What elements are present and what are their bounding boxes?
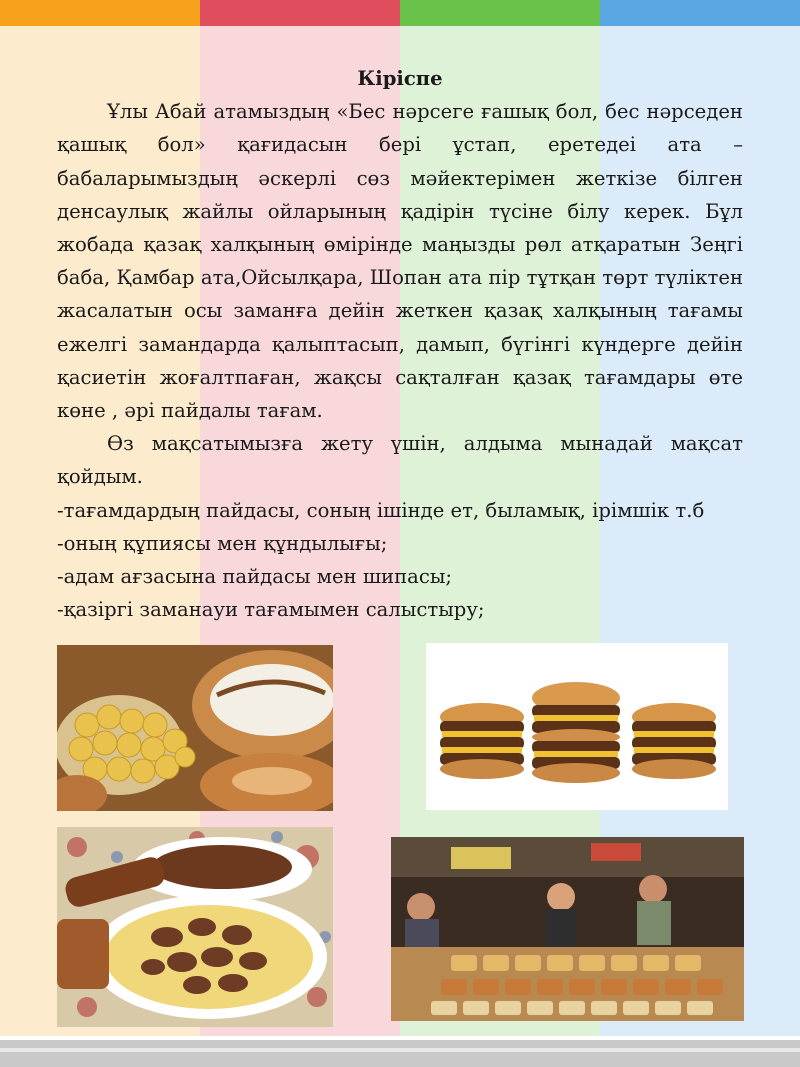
top-color-strip — [0, 0, 800, 26]
photo-burgers — [426, 643, 728, 810]
strip-green — [400, 0, 600, 26]
list-item: -қазіргі заманауи тағамымен салыстыру; — [57, 598, 485, 622]
strip-blue — [600, 0, 800, 26]
photo-traditional-food — [57, 645, 333, 811]
bottom-strip-line — [0, 1048, 800, 1052]
photo-beshbarmak — [57, 827, 333, 1027]
list-item: -тағамдардың пайдасы, соның ішінде ет, быламық, ірімшік т.б — [57, 498, 705, 522]
list-item: -адам ағзасына пайдасы мен шипасы; — [57, 565, 453, 589]
strip-orange — [0, 0, 200, 26]
bottom-strip — [0, 1040, 800, 1067]
goal-paragraph: Өз мақсатымызға жету үшін, алдыма мынадай мақсат қойдым. — [57, 432, 743, 489]
page-title: Кіріспе — [357, 67, 443, 90]
intro-paragraph: Ұлы Абай атамыздың «Бес нәрсеге ғашық бол, бес нәрседен қашық бол» қағидасын бері ұстап, еретедеі ата – бабаларымыздың әскерлі сөз мәйектерімен жеткізе білген денсаулық жайлы ойларының қадірін түсіне білу керек. Бұл жобада қазақ халқының өмірінде маңызды рөл атқаратын Зеңгі баба, Қамбар ата,Ойсылқара, Шопан ата пір тұтқан төрт түліктен жасалатын осы заманға дейін жеткен қазақ халқының тағамы ежелгі замандарда қалыптасып, дамып, бүгінгі күндерге дейін қасиетін жоғалтпаған, жақсы сақталған қазақ тағамдары өте көне , әрі пайдалы тағам. — [57, 100, 743, 423]
document-body — [57, 62, 743, 626]
strip-red — [200, 0, 400, 26]
photo-food-market — [391, 837, 744, 1021]
list-item: -оның құпиясы мен құндылығы; — [57, 531, 388, 555]
